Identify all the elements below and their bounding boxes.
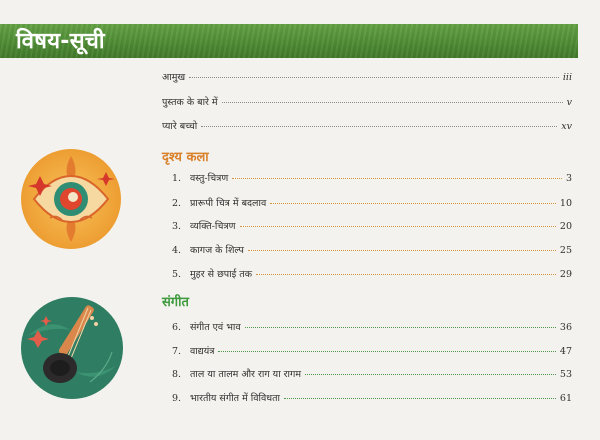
toc-leader <box>256 274 556 275</box>
eye-illustration-icon <box>20 148 122 250</box>
header-banner <box>0 24 578 58</box>
toc-label: वस्तु-चित्रण <box>190 173 229 184</box>
toc-entry-number: 2. <box>172 198 182 209</box>
toc-leader <box>284 398 556 399</box>
toc-page: 20 <box>559 221 572 232</box>
toc-label: आमुख <box>162 72 186 83</box>
toc-leader <box>240 226 556 227</box>
toc-page: 29 <box>559 269 572 280</box>
toc-entry[interactable] <box>172 219 572 232</box>
toc-page: iii <box>562 72 572 83</box>
toc-label: प्यारे बच्चो <box>162 121 198 132</box>
toc-label: ताल या तालम और राग या रागम <box>190 369 302 380</box>
toc-label: व्यक्ति-चित्रण <box>190 221 236 232</box>
toc-entry-number: 7. <box>172 346 182 357</box>
toc-page: 53 <box>559 369 572 380</box>
toc-entry-number: 3. <box>172 221 182 232</box>
toc-page: 10 <box>559 198 572 209</box>
toc-leader <box>232 178 562 179</box>
toc-entry[interactable] <box>172 196 572 209</box>
section-title-music: संगीत <box>162 295 189 310</box>
toc-label: प्रारूपी चित्र में बदलाव <box>190 198 267 209</box>
toc-front-item[interactable] <box>162 95 572 108</box>
toc-leader <box>305 374 556 375</box>
toc-entry-number: 6. <box>172 322 182 333</box>
toc-entry-number: 8. <box>172 369 182 380</box>
toc-entry[interactable] <box>172 267 572 280</box>
toc-entry-number: 5. <box>172 269 182 280</box>
toc-label: पुस्तक के बारे में <box>162 97 218 108</box>
toc-entry[interactable] <box>172 243 572 256</box>
toc-label: संगीत एवं भाव <box>190 322 241 333</box>
toc-page: 61 <box>559 393 572 404</box>
toc-page: v <box>566 97 572 108</box>
toc-page: 25 <box>559 245 572 256</box>
toc-leader <box>201 126 557 127</box>
toc-front-item[interactable] <box>162 70 572 83</box>
toc-entry[interactable] <box>172 367 572 380</box>
toc-page: 3 <box>565 173 572 184</box>
toc-page: 36 <box>559 322 572 333</box>
toc-front-item[interactable] <box>162 119 572 132</box>
toc-leader <box>248 250 556 251</box>
page-title: विषय-सूची <box>16 29 105 54</box>
toc-leader <box>189 77 559 78</box>
toc-label: मुहर से छपाई तक <box>190 269 252 280</box>
section-title-visual-art: दृश्य कला <box>162 150 209 165</box>
toc-entry-number: 4. <box>172 245 182 256</box>
toc-entry[interactable] <box>172 391 572 404</box>
toc-label: कागज के शिल्प <box>190 245 244 256</box>
toc-leader <box>218 351 555 352</box>
toc-entry[interactable] <box>172 344 572 357</box>
toc-page: xv <box>561 121 572 132</box>
toc-leader <box>270 203 556 204</box>
toc-entry-number: 1. <box>172 173 182 184</box>
toc-entry[interactable] <box>172 171 572 184</box>
toc-label: वाद्ययंत्र <box>190 346 215 357</box>
sitar-illustration-icon <box>20 296 124 400</box>
toc-leader <box>222 102 563 103</box>
toc-page: 47 <box>559 346 572 357</box>
toc-label: भारतीय संगीत में विविधता <box>190 393 280 404</box>
toc-entry-number: 9. <box>172 393 182 404</box>
toc-entry[interactable] <box>172 320 572 333</box>
toc-leader <box>245 327 556 328</box>
